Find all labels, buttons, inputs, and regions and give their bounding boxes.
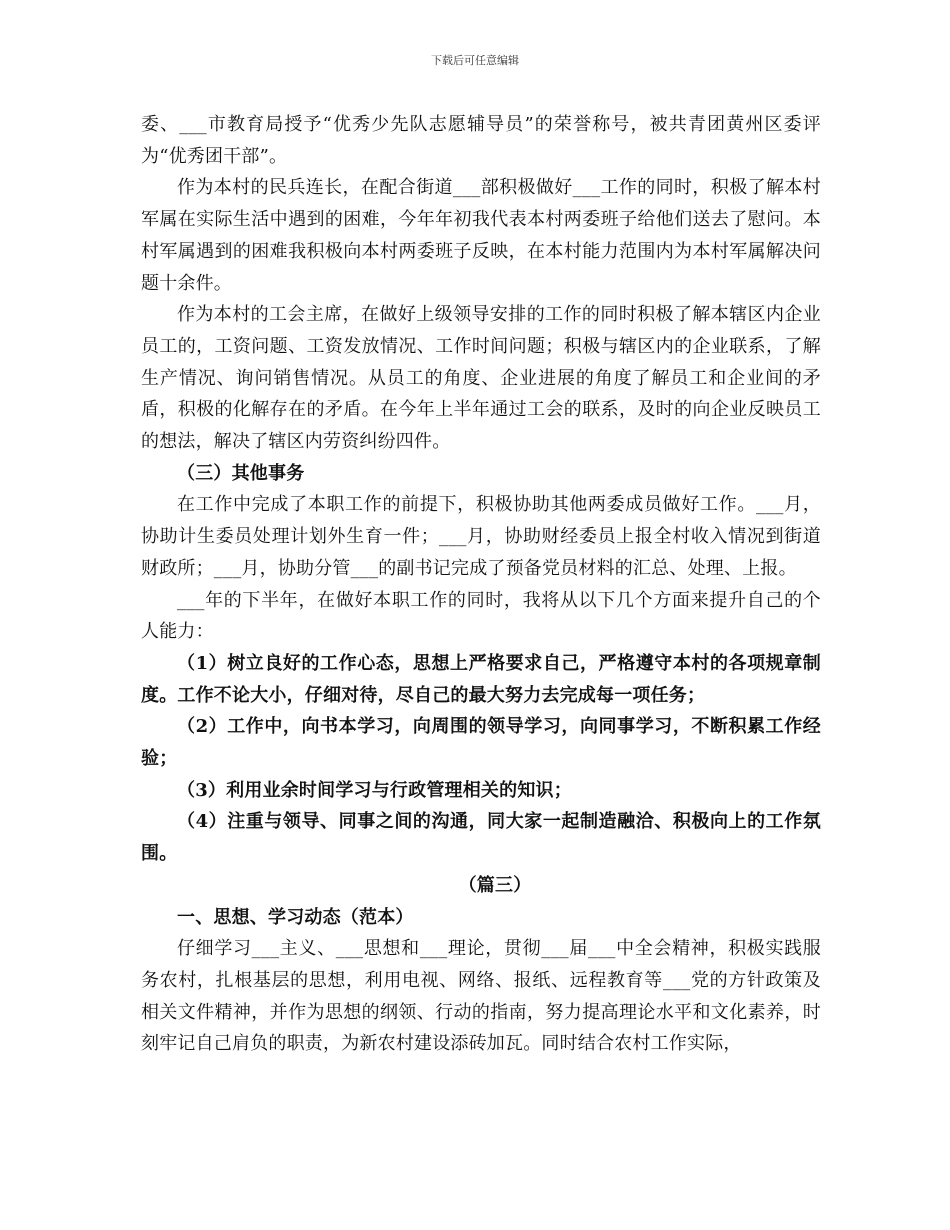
paragraph-plan-intro: ___年的下半年，在做好本职工作的同时，我将从以下几个方面来提升自己的个人能力： <box>141 589 821 643</box>
heading-other-affairs: （三）其他事务 <box>177 462 305 484</box>
plan-item-2: （2）工作中，向书本学习，向周围的领导学习，向同事学习，不断积累工作经验； <box>141 716 821 770</box>
heading-thought-study: 一、思想、学习动态（范本） <box>177 906 414 928</box>
paragraph-thought-study: 仔细学习___主义、___思想和___理论，贯彻___届___中全会精神，积极实践服务农村，扎根基层的思想，利用电视、网络、报纸、远程教育等___党的方针政策及相关文件精神，并作为思想的纲领、行动的指南，努力提高理论水平和文化素养，时刻牢记自己肩负的职责，为新农村建设添砖加瓦。同时结合农村工作实际， <box>141 938 821 1055</box>
paragraph-honors: 委、___市教育局授予“优秀少先队志愿辅导员”的荣誉称号，被共青团黄州区委评为“优秀团干部”。 <box>141 114 821 167</box>
paragraph-militia: 作为本村的民兵连长，在配合街道___部积极做好___工作的同时，积极了解本村军属在实际生活中遇到的困难，今年年初我代表本村两委班子给他们送去了慰问。本村军属遇到的困难我积极向本村两委班子反映，在本村能力范围内为本村军属解决问题十余件。 <box>141 177 821 294</box>
plan-item-3: （3）利用业余时间学习与行政管理相关的知识； <box>177 779 572 801</box>
paragraph-other-affairs: 在工作中完成了本职工作的前提下，积极协助其他两委成员做好工作。___月，协助计生委员处理计划外生育一件；___月，协助财经委员上报全村收入情况到街道财政所；___月，协助分管___的副书记完成了预备党员材料的汇总、处理、上报。 <box>141 494 821 579</box>
plan-item-1: （1）树立良好的工作心态，思想上严格要求自己，严格遵守本村的各项规章制度。工作不论大小，仔细对待，尽自己的最大努力去完成每一项任务； <box>141 652 821 706</box>
document-body <box>141 109 821 1060</box>
plan-item-4: （4）注重与领导、同事之间的沟通，同大家一起制造融洽、积极向上的工作氛围。 <box>141 811 821 865</box>
page-header: 下载后可任意编辑 <box>431 54 519 67</box>
paragraph-union: 作为本村的工会主席，在做好上级领导安排的工作的同时积极了解本辖区内企业员工的，工资问题、工资发放情况、工作时间问题；积极与辖区内的企业联系，了解生产情况、询问销售情况。从员工的角度、企业进展的角度了解员工和企业间的矛盾，积极的化解存在的矛盾。在今年上半年通过工会的联系，及时的向企业反映员工的想法，解决了辖区内劳资纠纷四件。 <box>141 304 821 453</box>
section-title: （篇三） <box>458 874 532 896</box>
